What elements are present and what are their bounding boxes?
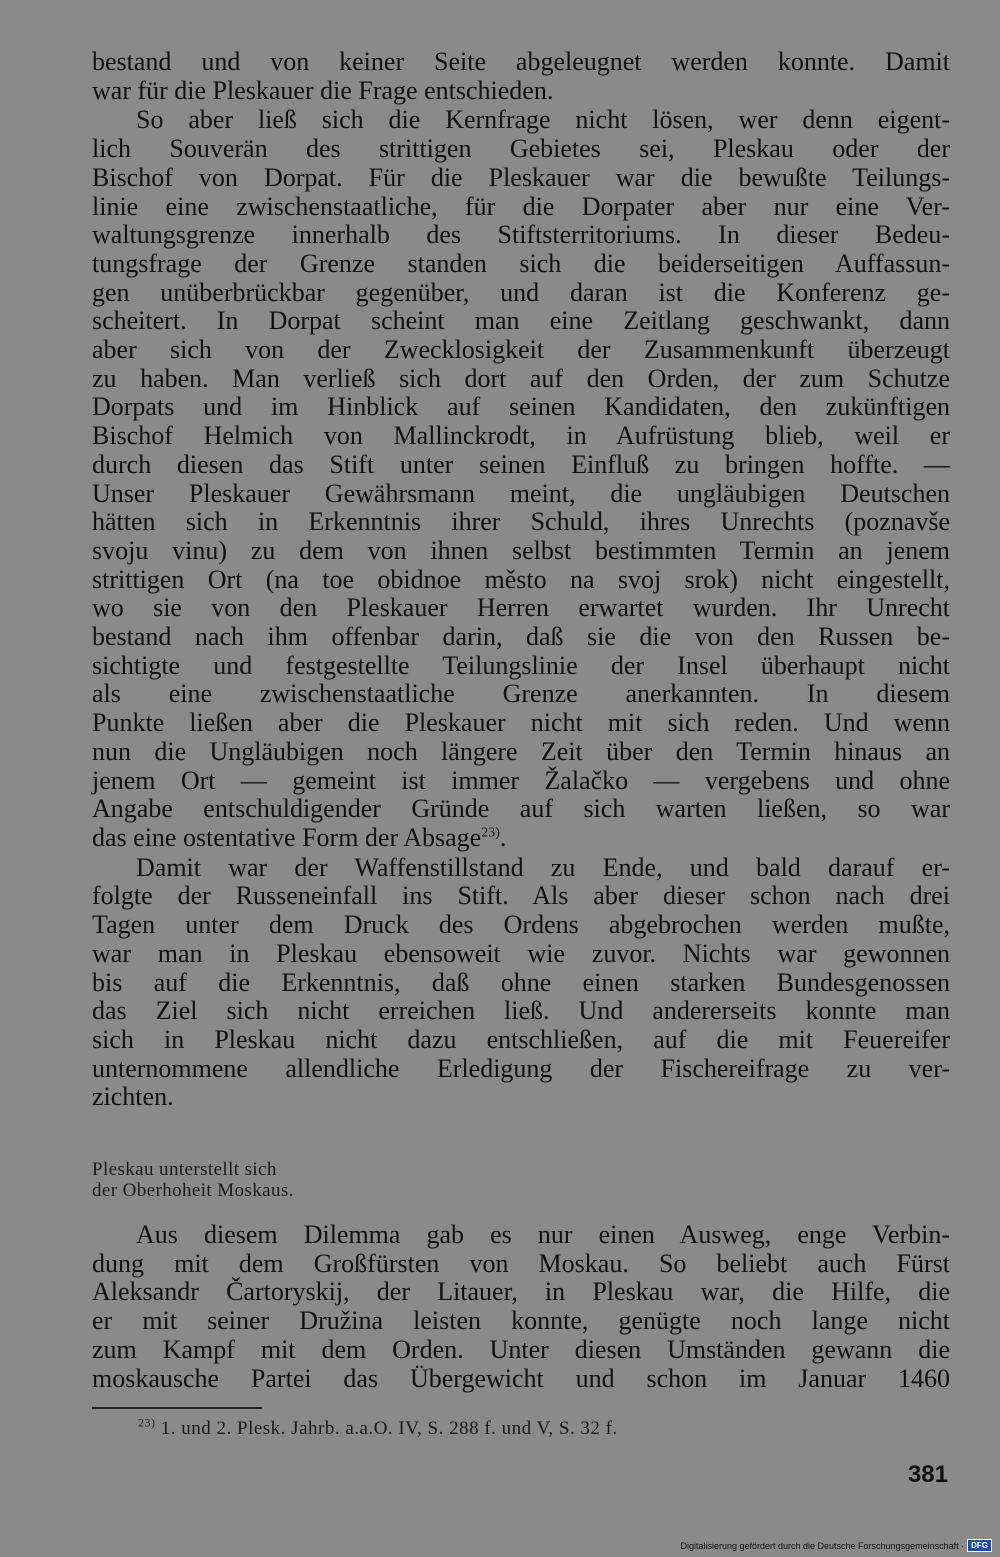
text-line: war man in Pleskau ebensoweit wie zuvor. Nichts war gewonnen: [92, 938, 950, 968]
text-line: moskausche Partei das Übergewicht und schon im Januar 1460: [92, 1363, 950, 1393]
text-line: wo sie von den Pleskauer Herren erwartet wurden. Ihr Unrecht: [92, 593, 950, 623]
text-fragment: .: [499, 822, 507, 852]
text-line: sich in Pleskau nicht dazu entschließen, auf die mit Feuereifer: [92, 1024, 950, 1054]
text-line: lich Souverän des strittigen Gebietes sei, Pleskau oder der: [92, 134, 950, 164]
paragraph-3: [92, 854, 950, 1112]
text-line: So aber ließ sich die Kernfrage nicht lösen, wer denn eigent-: [136, 105, 950, 135]
margin-note: [92, 1159, 950, 1201]
margin-note-line: der Oberhoheit Moskaus.: [92, 1180, 294, 1202]
text-fragment: das eine ostentative Form der Absage: [92, 822, 482, 852]
footnote-divider: [92, 1407, 262, 1409]
text-line: scheitert. In Dorpat scheint man eine Zeitlang geschwankt, dann: [92, 306, 950, 336]
text-line: nun die Ungläubigen noch längere Zeit über den Termin hinaus an: [92, 736, 950, 766]
text-line: Angabe entschuldigender Gründe auf sich warten ließen, so war: [92, 794, 950, 824]
text-line: bis auf die Erkenntnis, daß ohne einen starken Bundesgenossen: [92, 967, 950, 997]
page-number: 381: [907, 1461, 948, 1488]
text-line: Damit war der Waffenstillstand zu Ende, und bald darauf er-: [136, 852, 950, 882]
text-line: unternommene allendliche Erledigung der Fischereifrage zu ver-: [92, 1053, 950, 1083]
text-line: bestand und von keiner Seite abgeleugnet werden konnte. Damit: [92, 47, 950, 76]
text-line: zichten.: [92, 1082, 174, 1112]
text-line: aber sich von der Zwecklosigkeit der Zusammenkunft überzeugt: [92, 335, 950, 365]
text-line: sichtigte und festgestellte Teilungslinie der Insel überhaupt nicht: [92, 650, 950, 680]
text-line: durch diesen das Stift unter seinen Einfluß zu bringen hoffte. —: [92, 449, 950, 479]
text-line: waltungsgrenze innerhalb des Stiftsterritoriums. In dieser Bedeu-: [92, 220, 950, 250]
text-line: Unser Pleskauer Gewährsmann meint, die ungläubigen Deutschen: [92, 478, 950, 508]
text-line: folgte der Russeneinfall ins Stift. Als aber dieser schon nach drei: [92, 881, 950, 911]
credit-text: Digitalisierung gefördert durch die Deutsche Forschungsgemeinschaft ·: [680, 1540, 965, 1551]
text-line: Bischof Helmich von Mallinckrodt, in Aufrüstung blieb, weil er: [92, 421, 950, 451]
text-line: Bischof von Dorpat. Für die Pleskauer war die bewußte Teilungs-: [92, 162, 950, 192]
text-line: bestand nach ihm offenbar darin, daß sie die von den Russen be-: [92, 622, 950, 652]
text-line: Aleksandr Čartoryskij, der Litauer, in Pleskau war, die Hilfe, die: [92, 1277, 950, 1307]
dfg-logo: DFG: [967, 1539, 992, 1552]
margin-note-line: Pleskau unterstellt sich: [92, 1159, 277, 1181]
text-line: tungsfrage der Grenze standen sich die beiderseitigen Auffassun-: [92, 248, 950, 278]
text-line: jenem Ort — gemeint ist immer Žalačko — vergebens und ohne: [92, 765, 950, 795]
footnote-text: 1. und 2. Plesk. Jahrb. a.a.O. IV, S. 288 f. und V, S. 32 f.: [160, 1418, 618, 1440]
text-line: Aus diesem Dilemma gab es nur einen Ausweg, enge Verbin-: [136, 1220, 950, 1250]
text-line: [92, 824, 950, 853]
paragraph-2: [92, 106, 950, 852]
text-line: strittigen Ort (na toe obidnoe město na svoj srok) nicht eingestellt,: [92, 564, 950, 594]
text-line: war für die Pleskauer die Frage entschieden.: [92, 75, 554, 105]
footnote-reference: 23): [481, 825, 500, 841]
text-line: zum Kampf mit dem Orden. Unter diesen Umständen gewann die: [92, 1334, 950, 1364]
text-line: svoju vinu) zu dem von ihnen selbst bestimmten Termin an jenem: [92, 535, 950, 565]
text-line: hätten sich in Erkenntnis ihrer Schuld, ihres Unrechts (poznavše: [92, 507, 950, 537]
text-line: er mit seiner Družina leisten konnte, genügte noch lange nicht: [92, 1306, 950, 1336]
text-line: das Ziel sich nicht erreichen ließ. Und andererseits konnte man: [92, 996, 950, 1026]
footnote: [92, 1417, 950, 1441]
paragraph-4: [92, 1221, 950, 1393]
text-line: zu haben. Man verließ sich dort auf den Orden, der zum Schutze: [92, 363, 950, 393]
text-line: Punkte ließen aber die Pleskauer nicht mit sich reden. Und wenn: [92, 708, 950, 738]
text-line: gen unüberbrückbar gegenüber, und daran ist die Konferenz ge-: [92, 277, 950, 307]
footnote-mark: 23): [138, 1415, 156, 1430]
paragraph-1: [92, 48, 950, 105]
page-body: [92, 48, 950, 1441]
text-line: dung mit dem Großfürsten von Moskau. So beliebt auch Fürst: [92, 1248, 950, 1278]
text-line: Dorpats und im Hinblick auf seinen Kandidaten, den zukünftigen: [92, 392, 950, 422]
text-line: linie eine zwischenstaatliche, für die Dorpater aber nur eine Ver-: [92, 191, 950, 221]
text-line: Tagen unter dem Druck des Ordens abgebrochen werden mußte,: [92, 910, 950, 940]
digitization-credit: [680, 1539, 992, 1552]
text-line: als eine zwischenstaatliche Grenze anerkannten. In diesem: [92, 679, 950, 709]
